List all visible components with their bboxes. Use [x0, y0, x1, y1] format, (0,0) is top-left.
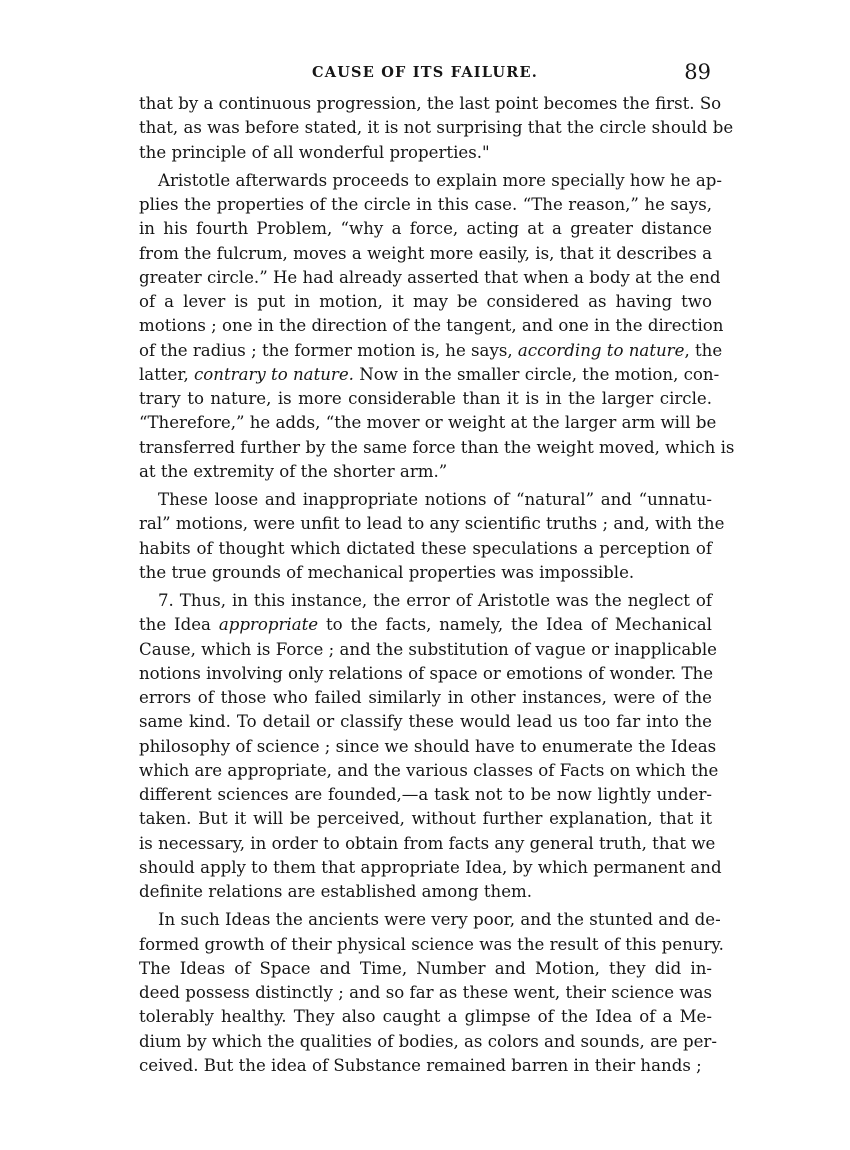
text-line: plies the properties of the circle in this case. “The reason,” he says,: [139, 195, 712, 214]
text-line: the principle of all wonderful properties.": [139, 142, 490, 162]
text-line: is necessary, in order to obtain from facts any general truth, that we: [139, 833, 716, 853]
text-line: philosophy of science ; since we should have to enumerate the Ideas: [139, 736, 717, 756]
text-line: the Idea appropriate to the facts, namely, the Idea of Mechanical: [139, 615, 712, 635]
text-line: different sciences are founded,—a task not to be now lightly under-: [139, 785, 712, 804]
text-line: in his fourth Problem, “why a force, acting at a greater distance: [139, 219, 712, 239]
text-line: taken. But it will be perceived, without further explanation, that it: [139, 809, 712, 829]
text-line: formed growth of their physical science was the result of this penury.: [139, 934, 724, 954]
text-line: trary to nature, is more considerable than it is in the larger circle.: [139, 389, 712, 408]
text-line: These loose and inappropriate notions of “natural” and “unnatu-: [158, 490, 712, 509]
text-line: Cause, which is Force ; and the substitution of vague or inapplicable: [139, 639, 717, 659]
text-line: definite relations are established among them.: [139, 882, 533, 901]
text-line: should apply to them that appropriate Idea, by which permanent and: [139, 857, 722, 877]
text-line: “Therefore,” he adds, “the mover or weight at the larger arm will be: [139, 413, 717, 433]
page-number: 89: [684, 60, 711, 84]
text-line: the true grounds of mechanical properties was impossible.: [139, 562, 635, 582]
paragraph: [139, 908, 724, 1078]
text-line: of the radius ; the former motion is, he says, according to nature, the: [139, 340, 723, 360]
paragraph: [139, 488, 725, 585]
text-line: In such Ideas the ancients were very poor, and the stunted and de-: [158, 910, 721, 930]
text-line: notions involving only relations of space or emotions of wonder. The: [139, 663, 714, 683]
paragraph: [139, 589, 722, 904]
text-line: of a lever is put in motion, it may be considered as having two: [139, 292, 712, 311]
text-line: that by a continuous progression, the last point becomes the first. So: [139, 94, 722, 113]
text-line: from the fulcrum, moves a weight more easily, is, that it describes a: [139, 243, 712, 263]
text-line: motions ; one in the direction of the tangent, and one in the direction: [139, 316, 724, 336]
body-text: [139, 92, 735, 1078]
text-line: which are appropriate, and the various classes of Facts on which the: [139, 760, 719, 780]
text-line: ral” motions, were unfit to lead to any scientific truths ; and, with the: [139, 514, 725, 534]
paragraph: [139, 169, 735, 484]
paragraph: [139, 92, 734, 165]
running-header: [0, 60, 850, 90]
text-line: tolerably healthy. They also caught a glimpse of the Idea of a Me-: [139, 1007, 712, 1027]
text-line: habits of thought which dictated these speculations a perception of: [139, 538, 712, 558]
text-line: same kind. To detail or classify these would lead us too far into the: [139, 712, 712, 732]
text-line: at the extremity of the shorter arm.”: [139, 461, 448, 481]
text-line: latter, contrary to nature. Now in the smaller circle, the motion, con-: [139, 364, 720, 384]
text-line: The Ideas of Space and Time, Number and Motion, they did in-: [139, 958, 712, 978]
text-line: 7. Thus, in this instance, the error of Aristotle was the neglect of: [158, 591, 712, 610]
text-line: transferred further by the same force than the weight moved, which is: [139, 437, 735, 457]
text-line: dium by which the qualities of bodies, as colors and sounds, are per-: [139, 1031, 717, 1051]
running-title: CAUSE OF ITS FAILURE.: [312, 64, 538, 81]
text-line: Aristotle afterwards proceeds to explain more specially how he ap-: [158, 170, 722, 190]
text-line: deed possess distinctly ; and so far as these went, their science was: [139, 983, 712, 1002]
text-line: errors of those who failed similarly in other instances, were of the: [139, 688, 712, 707]
text-line: greater circle.” He had already asserted that when a body at the end: [139, 267, 721, 287]
text-line: that, as was before stated, it is not surprising that the circle should be: [139, 118, 734, 138]
text-line: ceived. But the idea of Substance remained barren in their hands ;: [139, 1055, 702, 1075]
